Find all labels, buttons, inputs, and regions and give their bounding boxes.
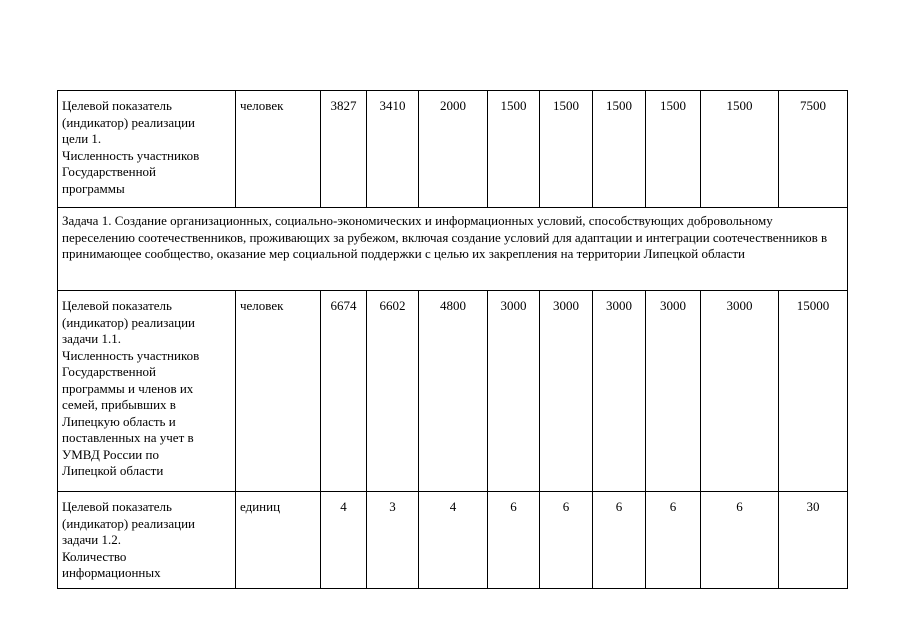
table-row-goal-1 (58, 91, 848, 208)
table-row-task-1 (58, 208, 848, 291)
value-cell: 3410 (367, 91, 419, 208)
value-cell: 3000 (646, 291, 701, 492)
unit-cell: человек (236, 91, 321, 208)
value-cell: 1500 (701, 91, 779, 208)
value-cell: 6674 (321, 291, 367, 492)
table-row-task-1-2 (58, 492, 848, 589)
indicator-label: Целевой показатель (индикатор) реализации цели 1. Численность участников Государственной программы (58, 91, 236, 208)
value-cell: 3 (367, 492, 419, 589)
value-cell: 1500 (540, 91, 593, 208)
value-cell: 3000 (540, 291, 593, 492)
value-cell: 4 (321, 492, 367, 589)
value-cell: 6 (540, 492, 593, 589)
total-cell: 15000 (779, 291, 848, 492)
indicator-label: Целевой показатель (индикатор) реализации задачи 1.1. Численность участников Государственной программы и членов их семей, прибывших в Липецкую область и поставленных на учет в УМВД России по Липецкой области (58, 291, 236, 492)
value-cell: 1500 (488, 91, 540, 208)
value-cell: 6 (593, 492, 646, 589)
value-cell: 6 (488, 492, 540, 589)
task-description: Задача 1. Создание организационных, социально-экономических и информационных условий, способствующих добровольному переселению соотечественников, проживающих за рубежом, включая создание условий для адаптации и интеграции соотечественников в принимающее сообщество, оказание мер социальной поддержки с целью их закрепления на территории Липецкой области (58, 208, 848, 291)
value-cell: 3000 (593, 291, 646, 492)
value-cell: 1500 (593, 91, 646, 208)
indicator-label: Целевой показатель (индикатор) реализации задачи 1.2. Количество информационных (58, 492, 236, 589)
value-cell: 1500 (646, 91, 701, 208)
unit-cell: единиц (236, 492, 321, 589)
value-cell: 6602 (367, 291, 419, 492)
value-cell: 3827 (321, 91, 367, 208)
value-cell: 3000 (701, 291, 779, 492)
table-row-task-1-1 (58, 291, 848, 492)
value-cell: 3000 (488, 291, 540, 492)
total-cell: 30 (779, 492, 848, 589)
total-cell: 7500 (779, 91, 848, 208)
value-cell: 6 (701, 492, 779, 589)
unit-cell: человек (236, 291, 321, 492)
indicators-table (57, 90, 848, 589)
value-cell: 6 (646, 492, 701, 589)
value-cell: 4 (419, 492, 488, 589)
value-cell: 4800 (419, 291, 488, 492)
value-cell: 2000 (419, 91, 488, 208)
